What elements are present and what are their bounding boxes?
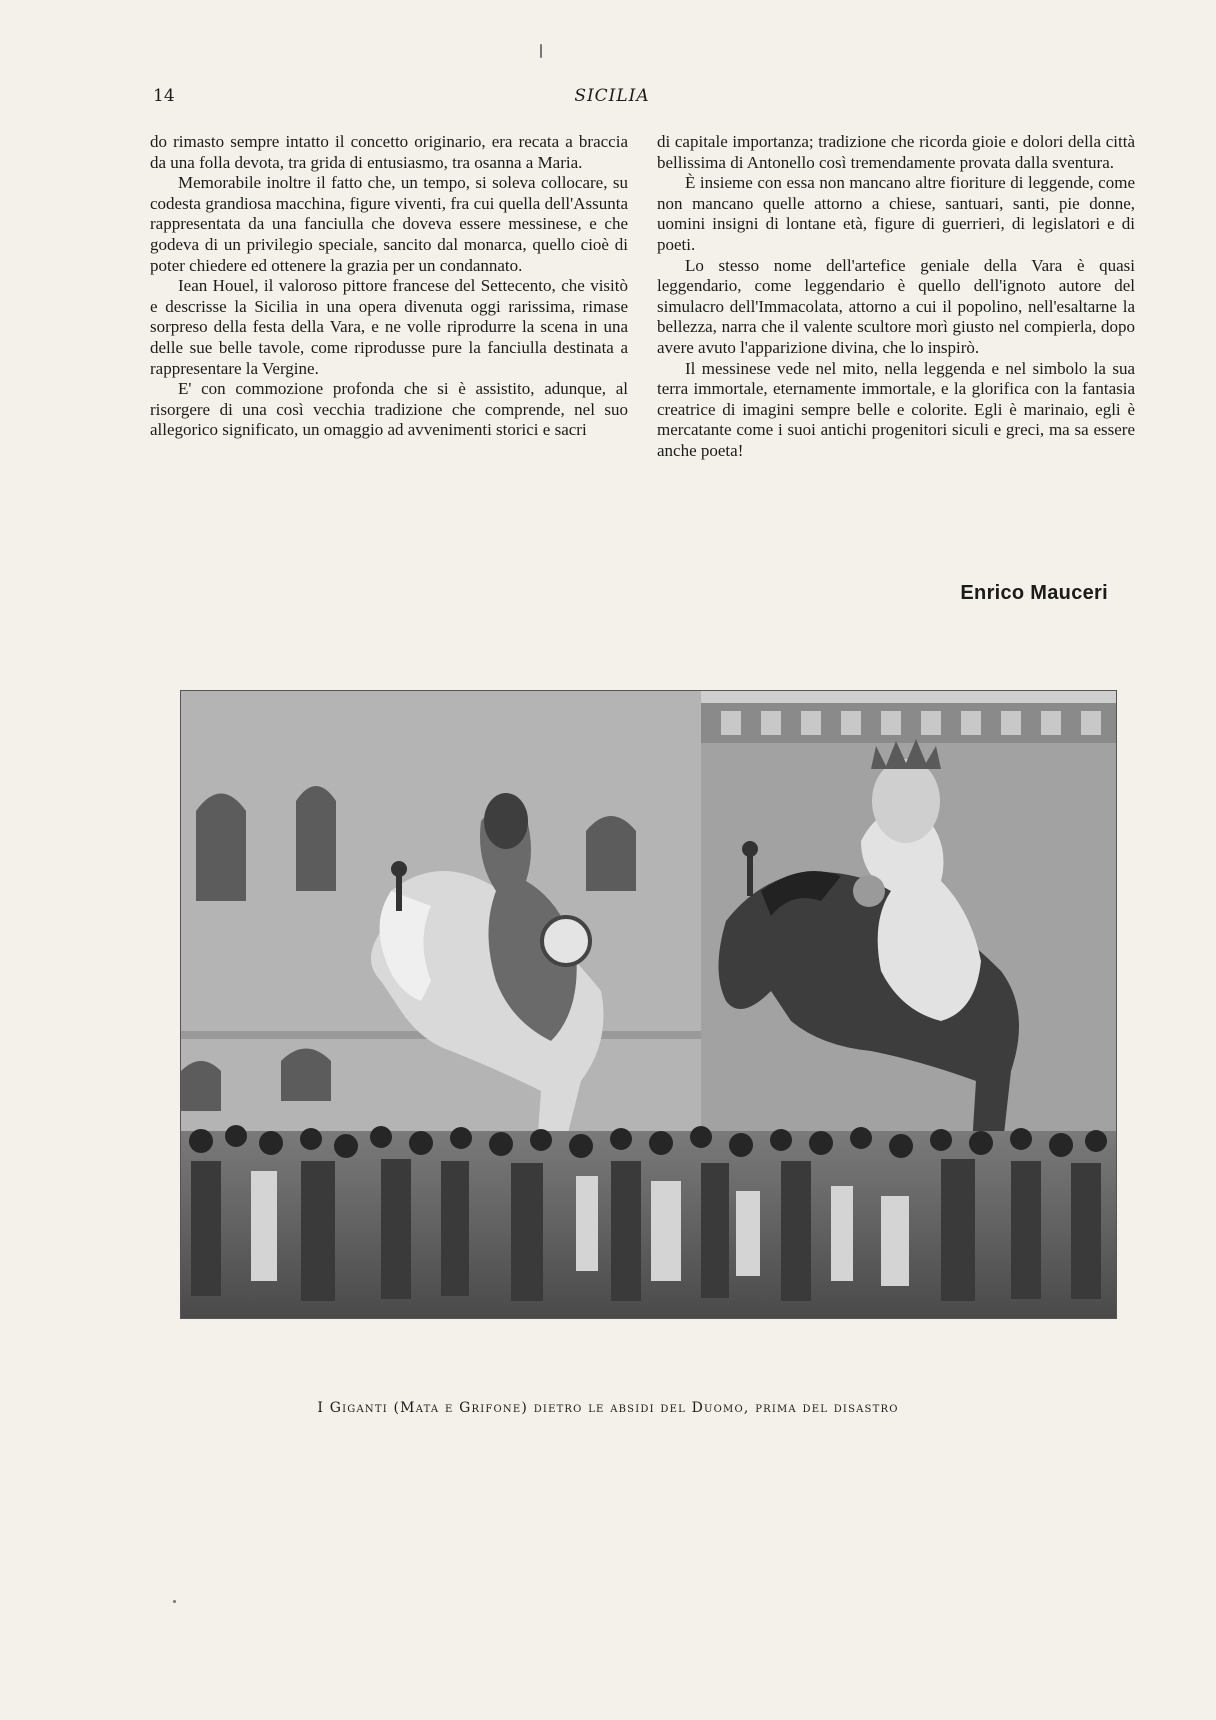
figure-caption: I Giganti (Mata e Grifone) dietro le absidi del Duomo, prima del disastro <box>317 1400 899 1416</box>
author-signature: Enrico Mauceri <box>960 582 1108 604</box>
paragraph: di capitale importanza; tradizione che ricorda gioie e dolori della città bellissima di Antonello così tremendamente provata dalla sventura. <box>657 132 1135 172</box>
running-title: SICILIA <box>574 86 650 106</box>
paragraph: do rimasto sempre intatto il concetto originario, era recata a braccia da una folla devota, tra grida di entusiasmo, tra osanna a Maria. <box>150 132 628 172</box>
paragraph: Iean Houel, il valoroso pittore francese del Settecento, che visitò e descrisse la Sicilia in una opera divenuta oggi rarissima, rimase sorpreso della festa della Vara, e ne volle riprodurre la scena in una delle sue belle tavole, come riprodusse pure la fanciulla destinata a rappresentare la Vergine. <box>150 276 628 378</box>
giants-photograph <box>180 690 1117 1319</box>
paragraph: Il messinese vede nel mito, nella leggenda e nel simbolo la sua terra immortale, eternamente immortale, e la glorifica con la fantasia creatrice di imagini sempre belle e colorite. Egli è marinaio, egli è mercatante come i suoi antichi progenitori siculi e greci, ma sa essere anche poeta! <box>657 358 1135 460</box>
paragraph: E' con commozione profonda che si è assistito, adunque, al risorgere di una così vecchia tradizione che comprende, nel suo allegorico significato, un omaggio ad avvenimenti storici e sacri <box>150 379 628 440</box>
right-text-column <box>657 132 1135 462</box>
print-mark <box>173 1600 176 1603</box>
print-mark <box>540 44 542 58</box>
paragraph: Memorabile inoltre il fatto che, un tempo, si soleva collocare, su codesta grandiosa macchina, figure viventi, fra cui quella dell'Assunta rappresentata da una fanciulla che doveva essere messinese, e che godeva di un privilegio speciale, sancito dal monarca, quello cioè di poter chiedere ed ottenere la grazia per un condannato. <box>150 173 628 275</box>
left-text-column <box>150 132 628 441</box>
paragraph: È insieme con essa non mancano altre fioriture di leggende, come non mancano quelle attorno a chiese, santuari, santi, pie donne, uomini insigni di lontane età, figure di guerrieri, di legislatori e di poeti. <box>657 173 1135 254</box>
paragraph: Lo stesso nome dell'artefice geniale della Vara è quasi leggendario, come leggendario è quello dell'ignoto autore del simulacro dell'Immacolata, attorno a cui il popolino, nell'esaltarne la bellezza, narra che il valente scultore morì giusto nel compierla, dopo avere avuto l'apparizione divina, che lo inspirò. <box>657 255 1135 357</box>
page-number: 14 <box>153 86 175 106</box>
